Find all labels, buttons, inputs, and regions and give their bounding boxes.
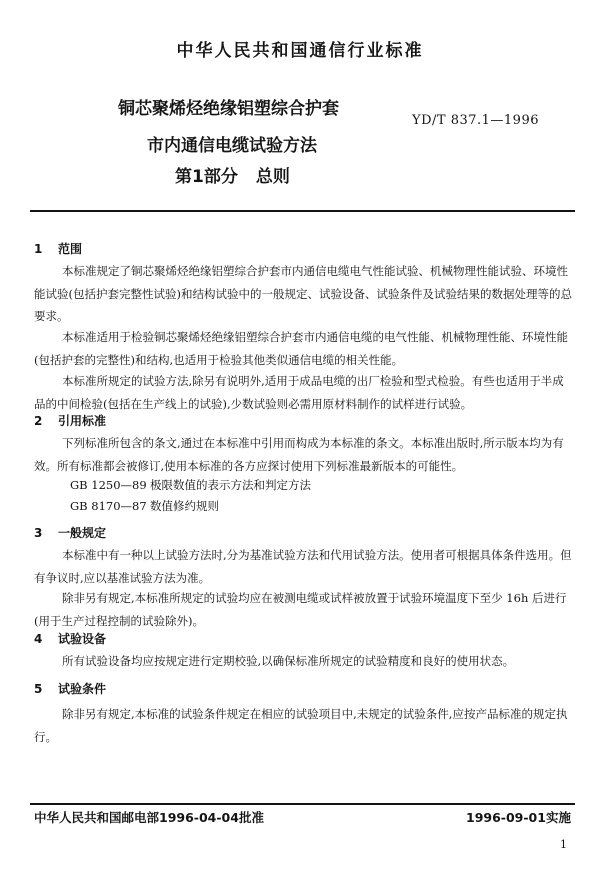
section-heading: 5 试验条件 <box>34 682 107 696</box>
document-title-line1: 铜芯聚烯烃绝缘铝塑综合护套 <box>118 99 339 119</box>
part-subtitle: 总则 <box>255 167 290 187</box>
section-paragraph: 本标准规定了铜芯聚烯烃绝缘铝塑综合护套市内通信电缆电气性能试验、机械物理性能试验、环境性能试验(包括护套完整性试验)和结构试验中的一般规定、试验设备、试验条件及试验结果的数据处理等的总要求。 <box>34 264 572 323</box>
implementation-date: 1996-09-01实施 <box>466 810 571 825</box>
document-title-line2: 市内通信电缆试验方法 <box>147 136 317 156</box>
section-paragraph: 下列标准所包含的条文,通过在本标准中引用而构成为本标准的条文。本标准出版时,所示版本均为有效。所有标准都会被修订,使用本标准的各方应探讨使用下列标准最新版本的可能性。 <box>34 436 564 473</box>
section-heading: 4 试验设备 <box>34 632 107 646</box>
section-paragraph: 本标准适用于检验铜芯聚烯烃绝缘铝塑综合护套市内通信电缆的电气性能、机械物理性能、环境性能(包括护套的完整性)和结构,也适用于检验其他类似通信电缆的相关性能。 <box>34 330 568 367</box>
approval-note: 中华人民共和国邮电部1996-04-04批准 <box>34 810 264 825</box>
footer-divider <box>30 803 575 805</box>
section-paragraph: 本标准所规定的试验方法,除另有说明外,适用于成品电缆的出厂检验和型式检验。有些也适用于半成品的中间检验(包括在生产线上的试验),少数试验则必需用原材料制作的试样进行试验。 <box>34 374 564 411</box>
page-number: 1 <box>560 838 567 851</box>
section-paragraph: 所有试验设备均应按规定进行定期校验,以确保标准所规定的试验精度和良好的使用状态。 <box>62 654 515 668</box>
section-heading: 2 引用标准 <box>34 414 107 428</box>
section-paragraph: 本标准中有一种以上试验方法时,分为基准试验方法和代用试验方法。使用者可根据具体条件选用。但有争议时,应以基准试验方法为准。 <box>34 548 572 585</box>
section-paragraph: 除非另有规定,本标准的试验条件规定在相应的试验项目中,未规定的试验条件,应按产品标准的规定执行。 <box>34 707 568 744</box>
section-heading: 3 一般规定 <box>34 526 107 540</box>
section-heading: 1 范围 <box>34 242 83 256</box>
reference-item: GB 8170—87 数值修约规则 <box>70 499 219 513</box>
part-number: 第1部分 <box>175 167 238 187</box>
industry-standard-heading: 中华人民共和国通信行业标准 <box>176 41 424 61</box>
standard-code: YD/T 837.1—1996 <box>412 113 539 128</box>
reference-item: GB 1250—89 极限数值的表示方法和判定方法 <box>70 478 311 492</box>
section-paragraph: 除非另有规定,本标准所规定的试验均应在被测电缆或试样被放置于试验环境温度下至少 16h 后进行(用于生产过程控制的试验除外)。 <box>34 591 567 628</box>
document-part-title <box>175 162 290 187</box>
header-divider <box>30 210 575 212</box>
